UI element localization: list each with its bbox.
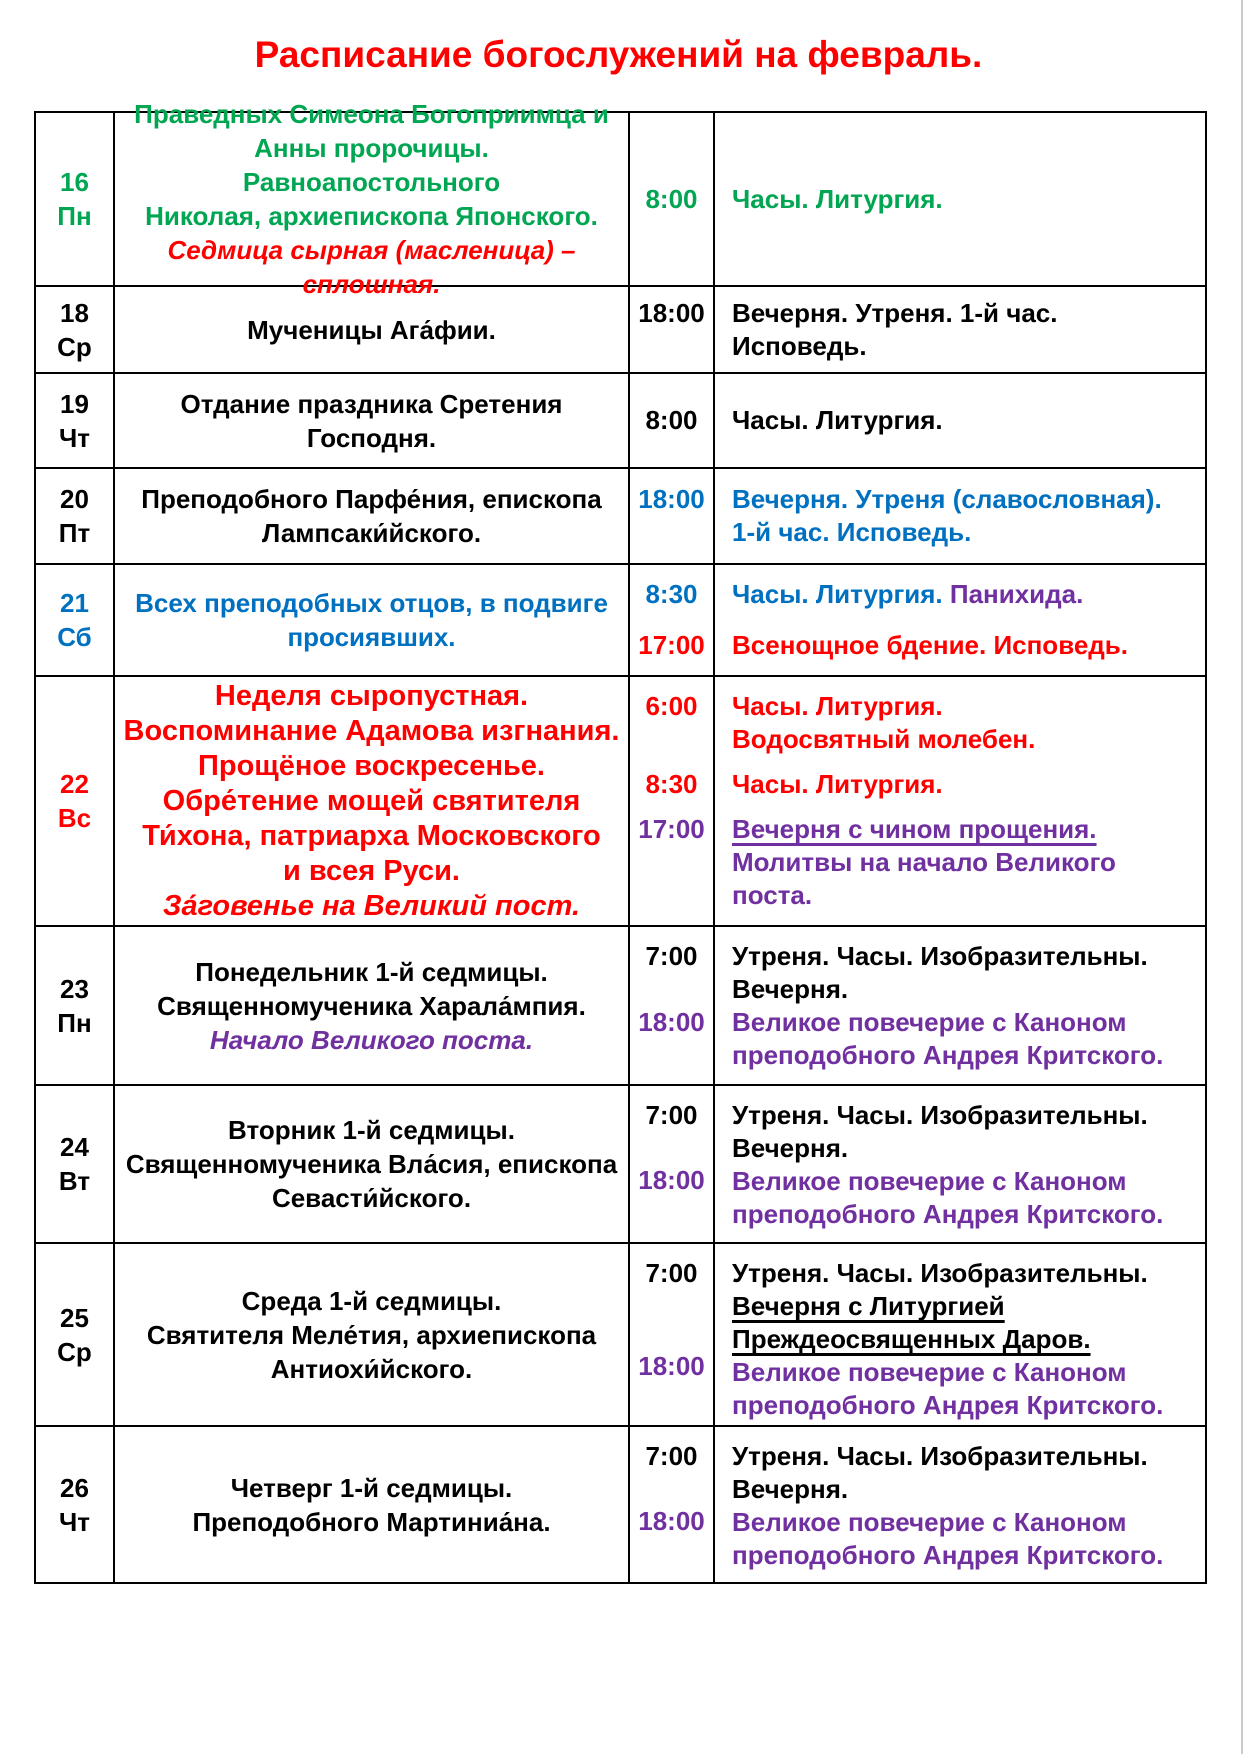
service-time-slot: [630, 578, 713, 611]
date-cell: [36, 927, 113, 1084]
description-line: Прощёное воскресенье.: [198, 749, 545, 782]
description-line: Господня.: [306, 422, 437, 453]
description-line: Неделя сыропустная.: [214, 679, 529, 712]
service-text: Часы. Литургия.: [732, 183, 943, 214]
description-line: Ти́хона, патриарха Московского: [142, 819, 601, 852]
service-text: преподобного Андрея Критского.: [732, 1040, 1164, 1070]
schedule-row: [36, 372, 1205, 467]
description-line: Седмица сырная (масленица) – сплошная.: [167, 235, 576, 299]
service-text: Вечерня.: [732, 1474, 849, 1504]
day-description: [113, 287, 628, 372]
services-cell: [713, 1244, 1205, 1425]
description-line: Лампсаки́йского.: [261, 518, 482, 548]
service-group: [732, 1006, 1199, 1072]
service-line: [732, 578, 1199, 611]
service-time-slot: [630, 690, 713, 756]
time-value: 7:00: [645, 941, 698, 971]
service-text: Вечерня. Утреня (славословная).: [732, 484, 1162, 514]
time-value: 18:00: [638, 1351, 705, 1381]
day-description: [113, 99, 628, 299]
service-text: Панихида.: [949, 579, 1084, 609]
date-weekday: Чт: [58, 422, 90, 453]
time-value: 8:30: [645, 769, 698, 799]
service-group: [732, 1356, 1199, 1422]
date-weekday: Ср: [57, 331, 92, 362]
date-day: 18: [60, 297, 89, 328]
service-text: Утреня. Часы. Изобразительны.: [732, 941, 1148, 971]
service-line: [732, 846, 1199, 912]
time-cell: [628, 927, 713, 1084]
service-text: Великое повечерие с Каноном: [732, 1357, 1127, 1387]
time-cell: [628, 287, 713, 372]
date-weekday: Вт: [58, 1166, 91, 1196]
service-line: [732, 768, 1199, 801]
description-line: Среда 1-й седмицы.: [241, 1285, 502, 1316]
service-group: [732, 483, 1199, 549]
schedule-row: [36, 1425, 1205, 1582]
time-value: 18:00: [638, 484, 705, 514]
date-cell: [36, 565, 113, 675]
description-line: Вторник 1-й седмицы.: [228, 1115, 515, 1145]
service-text: Вечерня.: [732, 974, 849, 1004]
service-text: Вечерня с Литургией: [732, 1291, 1005, 1321]
date-day: 22: [60, 769, 89, 799]
page-right-edge: [1241, 0, 1243, 1754]
description-line: Воспоминание Адамова изгнания.: [123, 714, 620, 747]
service-text: преподобного Андрея Критского.: [732, 1199, 1164, 1229]
service-text: Часы. Литургия.: [732, 691, 943, 721]
service-time-slot: [630, 1164, 713, 1229]
service-group: [732, 1257, 1199, 1356]
service-text: Вечерня с чином прощения.: [732, 814, 1097, 844]
service-line: [732, 1389, 1199, 1422]
service-group: [732, 297, 1199, 363]
service-time-slot: [630, 1006, 713, 1072]
date-weekday: Сб: [57, 622, 92, 652]
service-line: [732, 1165, 1199, 1198]
description-line: Анны пророчицы. Равноапостольного: [242, 133, 501, 197]
date-weekday: Пн: [57, 1007, 92, 1038]
time-value: 8:30: [645, 579, 698, 609]
date-weekday: Вс: [57, 803, 92, 833]
service-time-slot: [630, 768, 713, 801]
description-line: Антиохи́йского.: [270, 1353, 473, 1384]
service-line: [732, 1473, 1199, 1506]
service-time-slot: [630, 940, 713, 1006]
service-line: [732, 1506, 1199, 1539]
service-text: Водосвятный молебен.: [732, 724, 1036, 754]
service-time-slot: [630, 1350, 713, 1412]
time-value: 18:00: [638, 1505, 705, 1536]
description-line: Понедельник 1-й седмицы.: [195, 956, 548, 987]
service-group: [732, 690, 1199, 756]
service-text: Часы. Литургия.: [732, 579, 950, 609]
description-line: Священномученика Вла́сия, епископа: [125, 1149, 618, 1179]
service-text: Великое повечерие с Каноном: [732, 1166, 1127, 1196]
services-cell: [713, 287, 1205, 372]
description-line: Мученицы Ага́фии.: [247, 314, 496, 345]
date-cell: [36, 469, 113, 563]
service-line: [732, 1257, 1199, 1290]
service-time-slot: [630, 1440, 713, 1505]
description-line: Обре́тение мощей святителя: [162, 784, 581, 817]
service-line: [732, 940, 1199, 973]
time-value: 18:00: [638, 1165, 705, 1195]
service-text: Часы. Литургия.: [732, 769, 943, 799]
service-text: преподобного Андрея Критского.: [732, 1540, 1164, 1570]
service-group: [732, 578, 1199, 611]
service-line: [732, 973, 1199, 1006]
service-line: [732, 404, 1199, 437]
service-line: [732, 1290, 1199, 1323]
service-text: Всенощное бдение. Исповедь.: [732, 630, 1129, 660]
date-weekday: Ср: [57, 1336, 92, 1367]
description-line: Всех преподобных отцов, в подвиге: [135, 588, 608, 618]
schedule-row: [36, 563, 1205, 675]
services-cell: [713, 1086, 1205, 1242]
description-line: Севасти́йского.: [271, 1183, 472, 1213]
service-time-slot: [630, 404, 713, 437]
description-line: Четверг 1-й седмицы.: [230, 1472, 513, 1503]
description-line: Преподобного Парфе́ния, епископа: [141, 484, 602, 514]
service-text: Великое повечерие с Каноном: [732, 1007, 1127, 1037]
service-text: Вечерня. Утреня. 1-й час. Исповедь.: [732, 297, 1058, 361]
service-text: Преждеосвященных Даров.: [732, 1324, 1091, 1354]
schedule-table: [34, 99, 1207, 1584]
time-value: 18:00: [638, 297, 705, 328]
time-value: 7:00: [645, 1441, 698, 1471]
description-line: Священномученика Харала́мпия.: [157, 990, 586, 1021]
service-group: [732, 813, 1199, 912]
service-text: Утреня. Часы. Изобразительны.: [732, 1100, 1148, 1130]
service-line: [732, 723, 1199, 756]
service-line: [732, 516, 1199, 549]
description-line: просиявших.: [287, 622, 456, 652]
service-time-slot: [630, 629, 713, 662]
services-cell: [713, 374, 1205, 467]
date-cell: [36, 374, 113, 467]
service-text: преподобного Андрея Критского.: [732, 1390, 1164, 1420]
time-cell: [628, 677, 713, 925]
service-text: Вечерня.: [732, 1133, 849, 1163]
time-cell: [628, 113, 713, 285]
time-cell: [628, 1244, 713, 1425]
service-group: [732, 404, 1199, 437]
service-line: [732, 629, 1199, 662]
schedule-row: [36, 99, 1205, 299]
schedule-row: [36, 285, 1205, 372]
service-time-slot: [630, 813, 713, 912]
services-cell: [713, 113, 1205, 285]
service-time-slot: [630, 1505, 713, 1570]
service-group: [732, 1506, 1199, 1572]
date-day: 20: [60, 484, 89, 514]
date-cell: [36, 1427, 113, 1582]
service-line: [732, 1132, 1199, 1165]
service-line: [732, 1006, 1199, 1039]
date-cell: [36, 113, 113, 285]
day-description: [113, 565, 628, 675]
description-line: За́говенье на Великий пост.: [162, 889, 581, 922]
description-line: Преподобного Мартиниа́на.: [192, 1506, 551, 1537]
service-text: Молитвы на начало Великого поста.: [732, 847, 1116, 910]
service-line: [732, 1539, 1199, 1572]
service-text: Великое повечерие с Каноном: [732, 1507, 1127, 1537]
time-cell: [628, 374, 713, 467]
service-time-slot: [630, 1257, 713, 1350]
date-cell: [36, 287, 113, 372]
time-value: 6:00: [645, 691, 698, 721]
description-line: Николая, архиепископа Японского.: [145, 201, 598, 231]
service-group: [732, 940, 1199, 1006]
day-description: [113, 927, 628, 1084]
service-line: [732, 1198, 1199, 1231]
services-cell: [713, 1427, 1205, 1582]
date-cell: [36, 677, 113, 925]
schedule-row: [36, 1242, 1205, 1425]
day-description: [113, 374, 628, 467]
date-weekday: Пт: [58, 518, 91, 548]
page-title: Расписание богослужений на февраль.: [254, 34, 983, 75]
services-cell: [713, 469, 1205, 563]
schedule-row: [36, 1084, 1205, 1242]
service-group: [732, 629, 1199, 662]
time-cell: [628, 565, 713, 675]
services-cell: [713, 677, 1205, 925]
service-line: [732, 690, 1199, 723]
service-group: [732, 183, 1199, 216]
service-line: [732, 483, 1199, 516]
service-group: [732, 1099, 1199, 1165]
service-line: [732, 297, 1199, 363]
date-weekday: Пн: [57, 201, 92, 231]
service-line: [732, 183, 1199, 216]
time-value: 7:00: [645, 1100, 698, 1130]
service-time-slot: [630, 297, 713, 363]
day-description: [113, 1244, 628, 1425]
date-day: 21: [60, 588, 89, 618]
description-line: Праведных Симеона Богоприимца и: [134, 99, 609, 129]
service-time-slot: [630, 183, 713, 216]
service-time-slot: [630, 1099, 713, 1164]
service-line: [732, 813, 1199, 846]
schedule-row: [36, 675, 1205, 925]
time-cell: [628, 1427, 713, 1582]
date-day: 26: [60, 1472, 89, 1503]
service-line: [732, 1099, 1199, 1132]
service-text: 1-й час. Исповедь.: [732, 517, 972, 547]
service-text: Утреня. Часы. Изобразительны.: [732, 1258, 1148, 1288]
date-day: 25: [60, 1302, 89, 1333]
service-line: [732, 1039, 1199, 1072]
service-text: Часы. Литургия.: [732, 405, 943, 435]
day-description: [113, 1427, 628, 1582]
description-line: и всея Руси.: [283, 854, 460, 887]
date-day: 19: [60, 388, 89, 419]
date-day: 23: [60, 973, 89, 1004]
time-value: 7:00: [645, 1258, 698, 1288]
time-value: 17:00: [638, 630, 705, 660]
day-description: [113, 469, 628, 563]
day-description: [113, 677, 628, 925]
description-line: Отдание праздника Сретения: [180, 388, 563, 419]
services-cell: [713, 927, 1205, 1084]
time-value: 8:00: [645, 405, 698, 435]
service-text: Утреня. Часы. Изобразительны.: [732, 1441, 1148, 1471]
date-day: 16: [60, 167, 89, 197]
service-line: [732, 1323, 1199, 1356]
description-line: Начало Великого поста.: [209, 1024, 534, 1055]
service-group: [732, 768, 1199, 801]
time-value: 17:00: [638, 814, 705, 844]
service-line: [732, 1356, 1199, 1389]
services-cell: [713, 565, 1205, 675]
time-cell: [628, 469, 713, 563]
time-value: 8:00: [645, 183, 698, 214]
time-value: 18:00: [638, 1006, 705, 1037]
schedule-row: [36, 467, 1205, 563]
date-cell: [36, 1244, 113, 1425]
service-line: [732, 1440, 1199, 1473]
service-group: [732, 1440, 1199, 1506]
description-line: Святителя Меле́тия, архиепископа: [146, 1319, 597, 1350]
date-cell: [36, 1086, 113, 1242]
service-group: [732, 1165, 1199, 1231]
day-description: [113, 1086, 628, 1242]
service-time-slot: [630, 483, 713, 549]
date-day: 24: [60, 1132, 89, 1162]
time-cell: [628, 1086, 713, 1242]
date-weekday: Чт: [58, 1506, 90, 1537]
schedule-row: [36, 925, 1205, 1084]
